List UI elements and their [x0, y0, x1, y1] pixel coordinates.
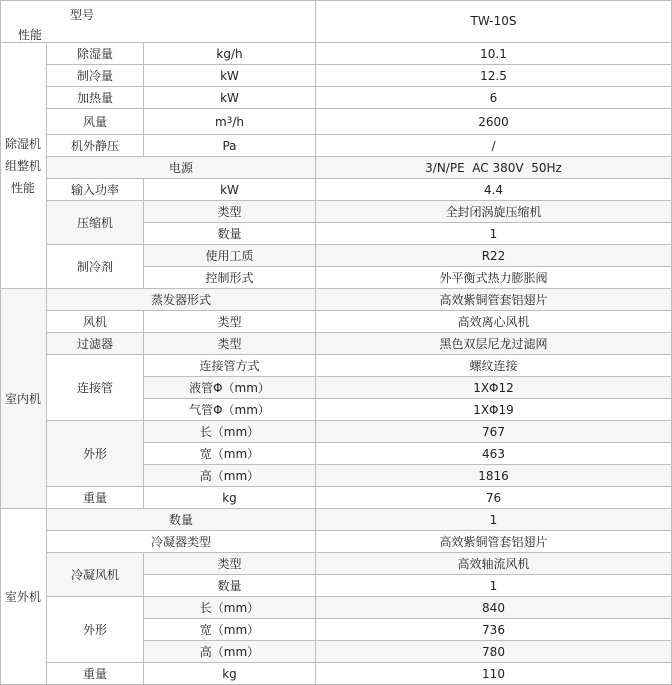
row-static-value: / [316, 135, 672, 157]
group-unit-line3: 性能 [10, 180, 35, 195]
header-corner-cell [0, 0, 316, 43]
refrigerant-label: 制冷剂 [47, 245, 144, 289]
outdoor-weight-value: 110 [316, 663, 672, 685]
outdoor-weight-unit: kg [144, 663, 316, 685]
pipe-gas-label: 气管Φ（mm） [144, 399, 316, 421]
outdoor-width-label: 宽（mm） [144, 619, 316, 641]
refrigerant-medium-label: 使用工质 [144, 245, 316, 267]
cond-fan-qty-value: 1 [316, 575, 672, 597]
pipe-liquid-value: 1XΦ12 [316, 377, 672, 399]
compressor-qty-label: 数量 [144, 223, 316, 245]
outdoor-shape-label: 外形 [47, 597, 144, 663]
row-dehumid-value: 10.1 [316, 43, 672, 65]
airflow-unit-base: m [214, 114, 227, 129]
outdoor-weight-label: 重量 [47, 663, 144, 685]
refrigerant-medium-value: R22 [316, 245, 672, 267]
row-heating-label: 加热量 [47, 87, 144, 109]
cond-fan-qty-label: 数量 [144, 575, 316, 597]
cond-fan-type-label: 类型 [144, 553, 316, 575]
pipe-liquid-label: 液管Φ（mm） [144, 377, 316, 399]
condenser-value: 高效紫铜管套铝翅片 [316, 531, 672, 553]
row-power-supply-value: 3/N/PE AC 380V 50Hz [316, 157, 672, 179]
row-input-power-unit: kW [144, 179, 316, 201]
row-static-label: 机外静压 [47, 135, 144, 157]
group-outdoor: 室外机 [0, 509, 47, 685]
row-cooling-label: 制冷量 [47, 65, 144, 87]
fan-type-value: 高效离心风机 [316, 311, 672, 333]
group-unit [0, 43, 47, 289]
indoor-length-value: 767 [316, 421, 672, 443]
indoor-length-label: 长（mm） [144, 421, 316, 443]
fan-type-label: 类型 [144, 311, 316, 333]
filter-label: 过滤器 [47, 333, 144, 355]
indoor-weight-value: 76 [316, 487, 672, 509]
pipe-gas-value: 1XΦ19 [316, 399, 672, 421]
header-model-value: TW-10S [316, 0, 672, 43]
compressor-qty-value: 1 [316, 223, 672, 245]
row-cooling-unit: kW [144, 65, 316, 87]
fan-label: 风机 [47, 311, 144, 333]
row-heating-value: 6 [316, 87, 672, 109]
row-airflow-label: 风量 [47, 109, 144, 135]
outdoor-length-label: 长（mm） [144, 597, 316, 619]
outdoor-height-label: 高（mm） [144, 641, 316, 663]
indoor-weight-unit: kg [144, 487, 316, 509]
row-static-unit: Pa [144, 135, 316, 157]
pipe-label: 连接管 [47, 355, 144, 421]
group-unit-line2: 组整机 [4, 158, 41, 173]
row-power-supply-label: 电源 [47, 157, 316, 179]
compressor-type-value: 全封闭涡旋压缩机 [316, 201, 672, 223]
compressor-label: 压缩机 [47, 201, 144, 245]
airflow-unit-tail: /h [232, 114, 245, 129]
filter-type-value: 黑色双层尼龙过滤网 [316, 333, 672, 355]
row-cooling-value: 12.5 [316, 65, 672, 87]
evaporator-value: 高效紫铜管套铝翅片 [316, 289, 672, 311]
refrigerant-ctrl-value: 外平衡式热力膨胀阀 [316, 267, 672, 289]
outdoor-height-value: 780 [316, 641, 672, 663]
outdoor-qty-label: 数量 [47, 509, 316, 531]
indoor-width-value: 463 [316, 443, 672, 465]
pipe-method-label: 连接管方式 [144, 355, 316, 377]
row-dehumid-label: 除湿量 [47, 43, 144, 65]
compressor-type-label: 类型 [144, 201, 316, 223]
outdoor-qty-value: 1 [316, 509, 672, 531]
outdoor-width-value: 736 [316, 619, 672, 641]
evaporator-label: 蒸发器形式 [47, 289, 316, 311]
outdoor-length-value: 840 [316, 597, 672, 619]
row-input-power-label: 输入功率 [47, 179, 144, 201]
indoor-height-value: 1816 [316, 465, 672, 487]
airflow-unit-sup: 3 [226, 116, 233, 126]
indoor-width-label: 宽（mm） [144, 443, 316, 465]
row-input-power-value: 4.4 [316, 179, 672, 201]
filter-type-label: 类型 [144, 333, 316, 355]
pipe-method-value: 螺纹连接 [316, 355, 672, 377]
row-heating-unit: kW [144, 87, 316, 109]
condenser-label: 冷凝器类型 [47, 531, 316, 553]
row-airflow-unit [144, 109, 316, 135]
indoor-height-label: 高（mm） [144, 465, 316, 487]
row-airflow-value: 2600 [316, 109, 672, 135]
header-perf-label: 性能 [18, 28, 43, 42]
indoor-shape-label: 外形 [47, 421, 144, 487]
indoor-weight-label: 重量 [47, 487, 144, 509]
group-unit-line1: 除湿机 [4, 136, 41, 151]
header-model-label: 型号 [70, 8, 95, 22]
cond-fan-type-value: 高效轴流风机 [316, 553, 672, 575]
refrigerant-ctrl-label: 控制形式 [144, 267, 316, 289]
row-dehumid-unit: kg/h [144, 43, 316, 65]
cond-fan-label: 冷凝风机 [47, 553, 144, 597]
group-indoor: 室内机 [0, 289, 47, 509]
